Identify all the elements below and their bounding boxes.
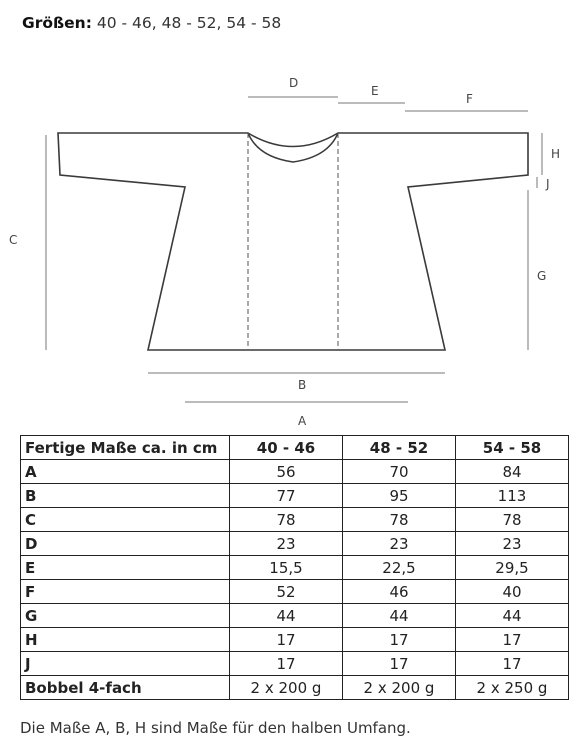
sizes-label: Größen:: [22, 14, 92, 32]
table-cell: 46: [343, 580, 456, 604]
sizes-line: [22, 14, 281, 32]
table-cell: 2 x 200 g: [230, 676, 343, 700]
table-cell: 78: [456, 508, 569, 532]
table-cell: 44: [230, 604, 343, 628]
row-label: B: [21, 484, 230, 508]
table-cell: 2 x 250 g: [456, 676, 569, 700]
neckline: [248, 133, 338, 162]
label-a: A: [298, 414, 307, 428]
table-cell: 22,5: [343, 556, 456, 580]
table-cell: 23: [456, 532, 569, 556]
table-header-row: [21, 436, 569, 460]
table-cell: 44: [343, 604, 456, 628]
table-row: [21, 652, 569, 676]
table-row: [21, 532, 569, 556]
table-cell: 56: [230, 460, 343, 484]
table-cell: 52: [230, 580, 343, 604]
table-cell: 17: [456, 652, 569, 676]
table-header: 48 - 52: [343, 436, 456, 460]
table-cell: 84: [456, 460, 569, 484]
measurements-table: [20, 435, 569, 700]
footnote: Die Maße A, B, H sind Maße für den halben Umfang.: [20, 719, 411, 737]
label-e: E: [371, 84, 379, 98]
table-cell: 17: [343, 628, 456, 652]
table-row: [21, 484, 569, 508]
table-row: [21, 628, 569, 652]
sizes-value: 40 - 46, 48 - 52, 54 - 58: [96, 14, 282, 32]
row-label: Bobbel 4-fach: [21, 676, 230, 700]
row-label: G: [21, 604, 230, 628]
table-cell: 17: [343, 652, 456, 676]
table-cell: 77: [230, 484, 343, 508]
table-cell: 17: [456, 628, 569, 652]
label-h: H: [551, 147, 561, 161]
table-cell: 113: [456, 484, 569, 508]
table-cell: 15,5: [230, 556, 343, 580]
table-cell: 78: [343, 508, 456, 532]
table-cell: 2 x 200 g: [343, 676, 456, 700]
table-cell: 70: [343, 460, 456, 484]
table-cell: 17: [230, 628, 343, 652]
table-row: [21, 580, 569, 604]
row-label: J: [21, 652, 230, 676]
table-header: 40 - 46: [230, 436, 343, 460]
table-cell: 17: [230, 652, 343, 676]
table-header: 54 - 58: [456, 436, 569, 460]
label-c: C: [9, 233, 18, 247]
label-j: J: [546, 177, 550, 191]
label-g: G: [537, 269, 547, 283]
table-cell: 29,5: [456, 556, 569, 580]
label-b: B: [298, 378, 307, 392]
row-label: A: [21, 460, 230, 484]
table-cell: 78: [230, 508, 343, 532]
table-cell: 23: [343, 532, 456, 556]
row-label: C: [21, 508, 230, 532]
row-label: E: [21, 556, 230, 580]
table-row: [21, 460, 569, 484]
table-row: [21, 508, 569, 532]
label-d: D: [289, 76, 299, 90]
row-label: H: [21, 628, 230, 652]
table-row: [21, 604, 569, 628]
sweater-schematic: [0, 60, 583, 430]
table-cell: 44: [456, 604, 569, 628]
table-cell: 95: [343, 484, 456, 508]
table-header: Fertige Maße ca. in cm: [21, 436, 230, 460]
table-cell: 40: [456, 580, 569, 604]
row-label: F: [21, 580, 230, 604]
label-f: F: [466, 92, 473, 106]
garment-outline: [58, 133, 528, 350]
table-row: [21, 556, 569, 580]
table-row: [21, 676, 569, 700]
row-label: D: [21, 532, 230, 556]
table-cell: 23: [230, 532, 343, 556]
